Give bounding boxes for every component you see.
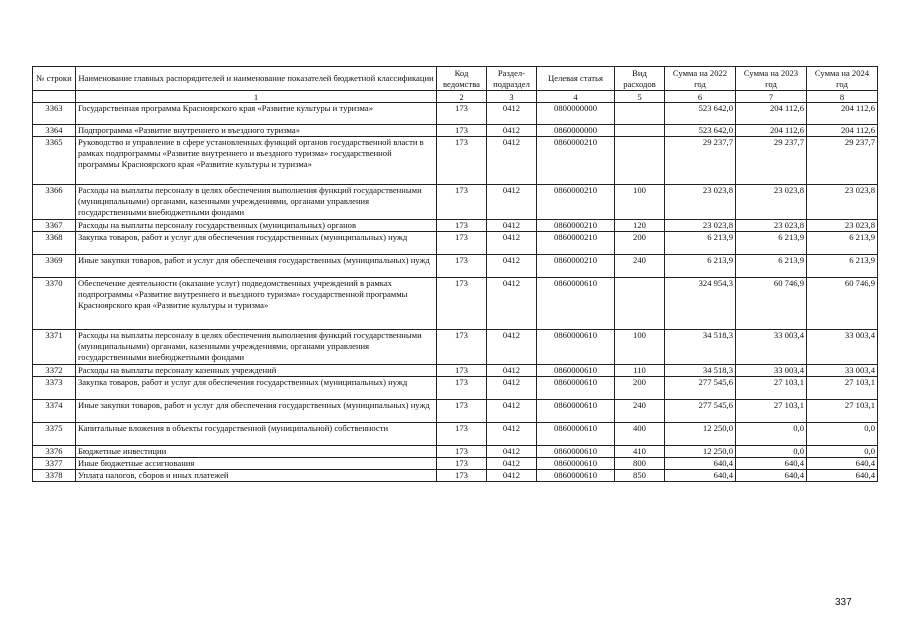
row-sum-2023: 204 112,6 xyxy=(736,103,807,125)
row-sum-2023: 640,4 xyxy=(736,458,807,470)
row-dept-code: 173 xyxy=(437,232,487,255)
row-name: Расходы на выплаты персоналу государственных (муниципальных) органов xyxy=(76,220,437,232)
row-sum-2022: 277 545,6 xyxy=(665,400,736,423)
row-number: 3375 xyxy=(33,423,76,446)
row-exp-type: 240 xyxy=(615,400,665,423)
header-row xyxy=(33,67,878,91)
header-row-no: № строки xyxy=(33,67,76,91)
table-body xyxy=(33,103,878,482)
row-sum-2024: 27 103,1 xyxy=(807,400,878,423)
row-name: Подпрограмма «Развитие внутреннего и въездного туризма» xyxy=(76,125,437,137)
table-row xyxy=(33,446,878,458)
column-number xyxy=(33,91,76,103)
row-dept-code: 173 xyxy=(437,255,487,278)
row-name: Иные закупки товаров, работ и услуг для обеспечения государственных (муниципальных) нужд xyxy=(76,255,437,278)
row-sum-2023: 640,4 xyxy=(736,470,807,482)
row-name: Руководство и управление в сфере установленных функций органов государственной власти в рамках подпрограммы «Развитие внутреннего и въездного туризма» государственной программы Красноярского края «Развитие культуры и туризма» xyxy=(76,137,437,185)
row-exp-type: 200 xyxy=(615,377,665,400)
row-sum-2022: 6 213,9 xyxy=(665,255,736,278)
row-sum-2024: 29 237,7 xyxy=(807,137,878,185)
table-row xyxy=(33,458,878,470)
row-exp-type: 100 xyxy=(615,185,665,220)
row-section: 0412 xyxy=(487,446,537,458)
row-number: 3366 xyxy=(33,185,76,220)
row-sum-2024: 6 213,9 xyxy=(807,255,878,278)
row-sum-2022: 277 545,6 xyxy=(665,377,736,400)
row-dept-code: 173 xyxy=(437,220,487,232)
header-section: Раздел-подраздел xyxy=(487,67,537,91)
row-exp-type: 800 xyxy=(615,458,665,470)
row-exp-type xyxy=(615,103,665,125)
row-section: 0412 xyxy=(487,232,537,255)
row-number: 3376 xyxy=(33,446,76,458)
row-sum-2023: 6 213,9 xyxy=(736,232,807,255)
row-exp-type xyxy=(615,125,665,137)
row-section: 0412 xyxy=(487,470,537,482)
row-sum-2023: 0,0 xyxy=(736,423,807,446)
table-row xyxy=(33,220,878,232)
row-sum-2023: 6 213,9 xyxy=(736,255,807,278)
row-section: 0412 xyxy=(487,220,537,232)
row-exp-type: 850 xyxy=(615,470,665,482)
header-dept-code: Код ведомства xyxy=(437,67,487,91)
table-row xyxy=(33,232,878,255)
table-row xyxy=(33,330,878,365)
row-sum-2022: 6 213,9 xyxy=(665,232,736,255)
row-name: Уплата налогов, сборов и иных платежей xyxy=(76,470,437,482)
row-target: 0860000210 xyxy=(537,220,615,232)
table-row xyxy=(33,423,878,446)
row-dept-code: 173 xyxy=(437,103,487,125)
row-number: 3373 xyxy=(33,377,76,400)
row-sum-2022: 523 642,0 xyxy=(665,103,736,125)
row-sum-2024: 27 103,1 xyxy=(807,377,878,400)
row-target: 0860000210 xyxy=(537,185,615,220)
header-name: Наименование главных распорядителей и наименование показателей бюджетной классификации xyxy=(76,67,437,91)
row-sum-2022: 34 518,3 xyxy=(665,330,736,365)
row-target: 0860000610 xyxy=(537,446,615,458)
row-sum-2023: 29 237,7 xyxy=(736,137,807,185)
table-row xyxy=(33,125,878,137)
row-sum-2023: 27 103,1 xyxy=(736,377,807,400)
row-target: 0860000610 xyxy=(537,365,615,377)
row-section: 0412 xyxy=(487,330,537,365)
column-number: 1 xyxy=(76,91,437,103)
column-number: 6 xyxy=(665,91,736,103)
column-number: 4 xyxy=(537,91,615,103)
row-sum-2022: 324 954,3 xyxy=(665,278,736,330)
table-row xyxy=(33,137,878,185)
table-row xyxy=(33,255,878,278)
column-number: 7 xyxy=(736,91,807,103)
row-dept-code: 173 xyxy=(437,330,487,365)
table-row xyxy=(33,185,878,220)
row-name: Закупка товаров, работ и услуг для обеспечения государственных (муниципальных) нужд xyxy=(76,232,437,255)
row-sum-2024: 0,0 xyxy=(807,446,878,458)
row-number: 3368 xyxy=(33,232,76,255)
row-target: 0860000610 xyxy=(537,470,615,482)
row-sum-2024: 640,4 xyxy=(807,458,878,470)
row-name: Закупка товаров, работ и услуг для обеспечения государственных (муниципальных) нужд xyxy=(76,377,437,400)
row-sum-2024: 23 023,8 xyxy=(807,220,878,232)
row-name: Государственная программа Красноярского края «Развитие культуры и туризма» xyxy=(76,103,437,125)
column-number: 3 xyxy=(487,91,537,103)
row-sum-2022: 12 250,0 xyxy=(665,446,736,458)
column-number-row xyxy=(33,91,878,103)
row-section: 0412 xyxy=(487,377,537,400)
row-sum-2023: 33 003,4 xyxy=(736,365,807,377)
page-number: 337 xyxy=(835,597,852,608)
row-sum-2024: 204 112,6 xyxy=(807,125,878,137)
row-target: 0860000610 xyxy=(537,400,615,423)
row-sum-2024: 0,0 xyxy=(807,423,878,446)
row-exp-type: 100 xyxy=(615,330,665,365)
row-section: 0412 xyxy=(487,125,537,137)
table-row xyxy=(33,103,878,125)
row-dept-code: 173 xyxy=(437,470,487,482)
row-sum-2024: 23 023,8 xyxy=(807,185,878,220)
row-number: 3365 xyxy=(33,137,76,185)
row-target: 0860000610 xyxy=(537,377,615,400)
row-target: 0860000610 xyxy=(537,278,615,330)
row-sum-2024: 33 003,4 xyxy=(807,330,878,365)
row-number: 3370 xyxy=(33,278,76,330)
row-sum-2024: 60 746,9 xyxy=(807,278,878,330)
row-dept-code: 173 xyxy=(437,365,487,377)
row-section: 0412 xyxy=(487,400,537,423)
row-dept-code: 173 xyxy=(437,137,487,185)
header-sum-2023: Сумма на 2023 год xyxy=(736,67,807,91)
row-dept-code: 173 xyxy=(437,446,487,458)
row-sum-2023: 23 023,8 xyxy=(736,220,807,232)
row-number: 3363 xyxy=(33,103,76,125)
row-dept-code: 173 xyxy=(437,377,487,400)
row-sum-2023: 60 746,9 xyxy=(736,278,807,330)
row-sum-2022: 640,4 xyxy=(665,458,736,470)
row-section: 0412 xyxy=(487,278,537,330)
row-sum-2024: 204 112,6 xyxy=(807,103,878,125)
row-target: 0800000000 xyxy=(537,103,615,125)
row-section: 0412 xyxy=(487,137,537,185)
row-sum-2024: 640,4 xyxy=(807,470,878,482)
row-section: 0412 xyxy=(487,423,537,446)
row-section: 0412 xyxy=(487,255,537,278)
row-number: 3364 xyxy=(33,125,76,137)
row-exp-type: 400 xyxy=(615,423,665,446)
row-number: 3374 xyxy=(33,400,76,423)
column-number: 5 xyxy=(615,91,665,103)
row-name: Расходы на выплаты персоналу в целях обеспечения выполнения функций государственными (муниципальными) органами, казенными учреждениями, органами управления государственными внебюджетными фондами xyxy=(76,185,437,220)
row-dept-code: 173 xyxy=(437,185,487,220)
row-sum-2022: 12 250,0 xyxy=(665,423,736,446)
row-exp-type xyxy=(615,278,665,330)
row-exp-type: 120 xyxy=(615,220,665,232)
row-number: 3367 xyxy=(33,220,76,232)
budget-table-container xyxy=(32,66,878,482)
budget-table xyxy=(32,66,878,482)
row-name: Иные бюджетные ассигнования xyxy=(76,458,437,470)
row-sum-2022: 640,4 xyxy=(665,470,736,482)
header-sum-2022: Сумма на 2022 год xyxy=(665,67,736,91)
row-name: Бюджетные инвестиции xyxy=(76,446,437,458)
row-dept-code: 173 xyxy=(437,400,487,423)
row-sum-2023: 0,0 xyxy=(736,446,807,458)
row-name: Капитальные вложения в объекты государственной (муниципальной) собственности xyxy=(76,423,437,446)
row-number: 3377 xyxy=(33,458,76,470)
row-exp-type: 240 xyxy=(615,255,665,278)
row-name: Иные закупки товаров, работ и услуг для обеспечения государственных (муниципальных) нужд xyxy=(76,400,437,423)
row-sum-2022: 523 642,0 xyxy=(665,125,736,137)
row-dept-code: 173 xyxy=(437,423,487,446)
row-exp-type xyxy=(615,137,665,185)
row-name: Расходы на выплаты персоналу казенных учреждений xyxy=(76,365,437,377)
row-name: Расходы на выплаты персоналу в целях обеспечения выполнения функций государственными (муниципальными) органами, казенными учреждениями, органами управления государственными внебюджетными фондами xyxy=(76,330,437,365)
row-sum-2024: 6 213,9 xyxy=(807,232,878,255)
row-sum-2023: 23 023,8 xyxy=(736,185,807,220)
row-sum-2023: 204 112,6 xyxy=(736,125,807,137)
row-sum-2022: 23 023,8 xyxy=(665,220,736,232)
row-sum-2022: 29 237,7 xyxy=(665,137,736,185)
row-dept-code: 173 xyxy=(437,125,487,137)
row-sum-2022: 23 023,8 xyxy=(665,185,736,220)
row-exp-type: 200 xyxy=(615,232,665,255)
header-sum-2024: Сумма на 2024 год xyxy=(807,67,878,91)
row-exp-type: 410 xyxy=(615,446,665,458)
table-row xyxy=(33,278,878,330)
table-row xyxy=(33,470,878,482)
row-target: 0860000210 xyxy=(537,232,615,255)
row-number: 3369 xyxy=(33,255,76,278)
column-number: 2 xyxy=(437,91,487,103)
row-sum-2023: 33 003,4 xyxy=(736,330,807,365)
table-row xyxy=(33,377,878,400)
row-sum-2024: 33 003,4 xyxy=(807,365,878,377)
row-target: 0860000210 xyxy=(537,137,615,185)
row-number: 3378 xyxy=(33,470,76,482)
table-row xyxy=(33,365,878,377)
row-target: 0860000210 xyxy=(537,255,615,278)
row-exp-type: 110 xyxy=(615,365,665,377)
row-dept-code: 173 xyxy=(437,278,487,330)
row-section: 0412 xyxy=(487,185,537,220)
row-dept-code: 173 xyxy=(437,458,487,470)
row-target: 0860000000 xyxy=(537,125,615,137)
row-target: 0860000610 xyxy=(537,423,615,446)
row-section: 0412 xyxy=(487,103,537,125)
row-sum-2023: 27 103,1 xyxy=(736,400,807,423)
row-name: Обеспечение деятельности (оказание услуг) подведомственных учреждений в рамках подпрограммы «Развитие внутреннего и въездного туризма» государственной программы Красноярского края «Развитие культуры и туризма» xyxy=(76,278,437,330)
row-section: 0412 xyxy=(487,458,537,470)
header-target: Целевая статья xyxy=(537,67,615,91)
table-row xyxy=(33,400,878,423)
column-number: 8 xyxy=(807,91,878,103)
row-sum-2022: 34 518,3 xyxy=(665,365,736,377)
row-target: 0860000610 xyxy=(537,458,615,470)
row-section: 0412 xyxy=(487,365,537,377)
row-number: 3371 xyxy=(33,330,76,365)
row-number: 3372 xyxy=(33,365,76,377)
row-target: 0860000610 xyxy=(537,330,615,365)
header-exp-type: Вид расходов xyxy=(615,67,665,91)
